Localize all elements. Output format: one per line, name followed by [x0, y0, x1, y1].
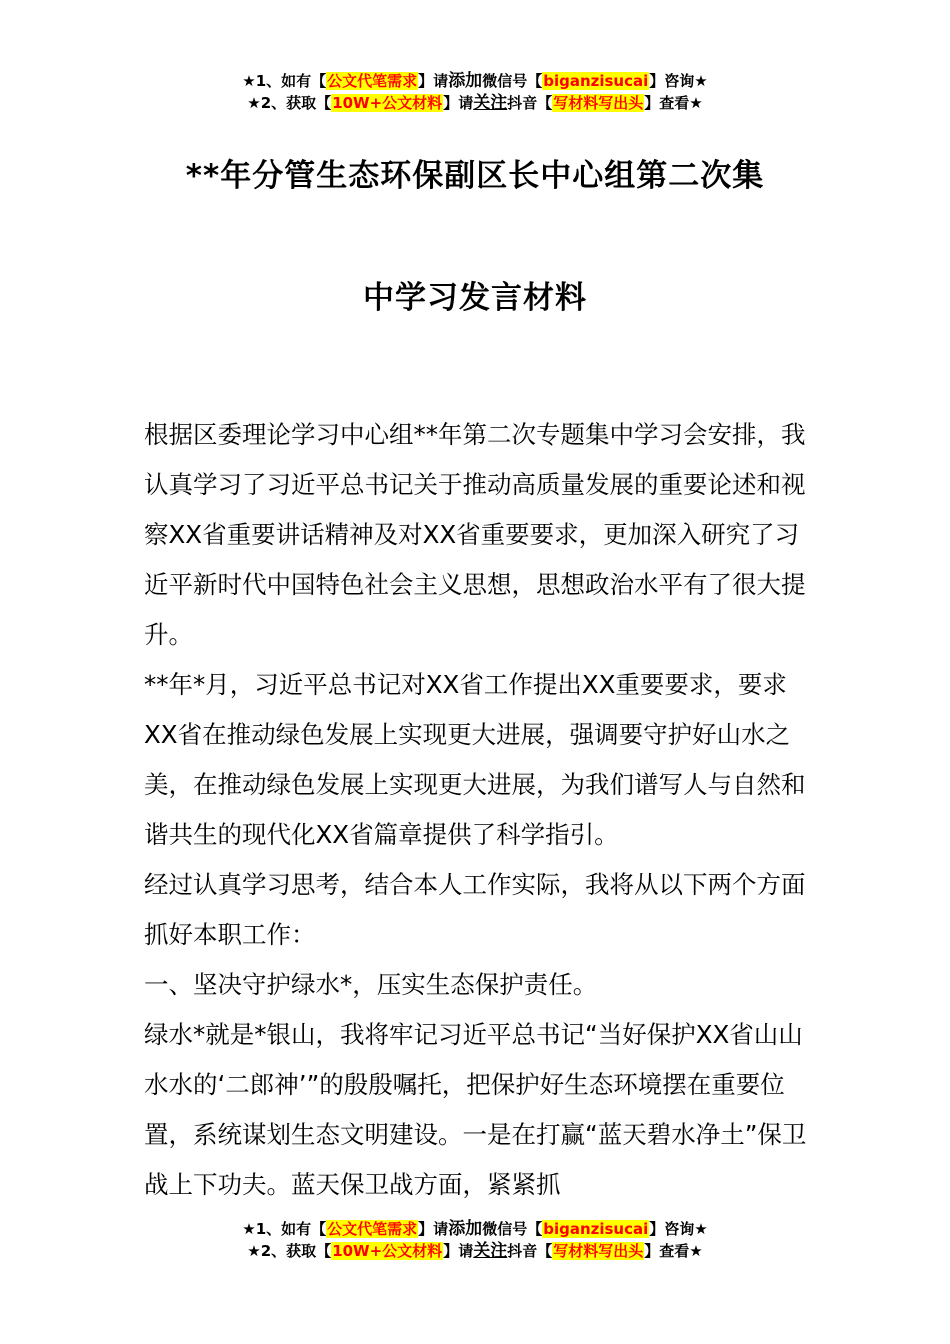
- banner-line-1: [0, 1218, 950, 1240]
- document-body: [144, 410, 814, 1210]
- document-title-line-1: **年分管生态环保副区长中心组第二次集: [185, 158, 765, 194]
- paragraph: 绿水*就是*银山，我将牢记习近平总书记“当好保护XX省山山水水的‘二郎神’”的殷殷嘱托，把保护好生态环境摆在重要位置，系统谋划生态文明建设。一是在打赢“蓝天碧水净土”保卫战上下功夫。蓝天保卫战方面，紧紧抓: [144, 1020, 807, 1199]
- section-heading: 一、坚决守护绿水*，压实生态保护责任。: [144, 970, 598, 999]
- banner-highlight: 公文代笔需求: [327, 1220, 418, 1238]
- banner-text: 】请: [443, 1242, 474, 1260]
- header-banner: [0, 70, 950, 114]
- banner-text: 】请: [443, 94, 474, 112]
- banner-highlight: biganzisucai: [543, 1220, 649, 1238]
- banner-highlight: 写材料写出头: [553, 1242, 644, 1260]
- paragraph: **年*月，习近平总书记对XX省工作提出XX重要要求，要求XX省在推动绿色发展上实现更大进展，强调要守护好山水之美，在推动绿色发展上实现更大进展，为我们谱写人与自然和谐共生的现代化XX省篇章提供了科学指引。: [144, 670, 806, 849]
- banner-text: 】请: [418, 72, 449, 90]
- banner-highlight: biganzisucai: [543, 72, 649, 90]
- banner-text: 】咨询★: [649, 72, 708, 90]
- banner-text: 】查看★: [644, 1242, 703, 1260]
- banner-text: 微信号【: [482, 1220, 543, 1238]
- banner-text: ★2、获取【: [247, 94, 332, 112]
- banner-text: ★2、获取【: [247, 1242, 332, 1260]
- banner-text: ★1、如有【: [242, 72, 327, 90]
- banner-text: 】咨询★: [649, 1220, 708, 1238]
- banner-text: 】请: [418, 1220, 449, 1238]
- banner-line-1: [0, 70, 950, 92]
- paragraph: 根据区委理论学习中心组**年第二次专题集中学习会安排，我认真学习了习近平总书记关于推动高质量发展的重要论述和视察XX省重要讲话精神及对XX省重要要求，更加深入研究了习近平新时代中国特色社会主义思想，思想政治水平有了很大提升。: [144, 420, 806, 649]
- banner-text: 】查看★: [644, 94, 703, 112]
- paragraph: 经过认真学习思考，结合本人工作实际，我将从以下两个方面抓好本职工作：: [144, 870, 806, 949]
- banner-emphasis: 添加: [448, 71, 483, 91]
- banner-line-2: [0, 92, 950, 114]
- document-title-line-2: 中学习发言材料: [363, 280, 587, 316]
- banner-text: 抖音【: [507, 94, 553, 112]
- banner-text: 抖音【: [507, 1242, 553, 1260]
- banner-highlight: 公文代笔需求: [327, 72, 418, 90]
- banner-highlight: 10W+公文材料: [332, 1242, 443, 1260]
- banner-highlight: 写材料写出头: [553, 94, 644, 112]
- banner-text: ★1、如有【: [242, 1220, 327, 1238]
- footer-banner: [0, 1218, 950, 1262]
- banner-emphasis: 关注: [473, 93, 508, 113]
- banner-highlight: 10W+公文材料: [332, 94, 443, 112]
- banner-emphasis: 添加: [448, 1219, 483, 1239]
- banner-emphasis: 关注: [473, 1241, 508, 1261]
- banner-text: 微信号【: [482, 72, 543, 90]
- banner-line-2: [0, 1240, 950, 1262]
